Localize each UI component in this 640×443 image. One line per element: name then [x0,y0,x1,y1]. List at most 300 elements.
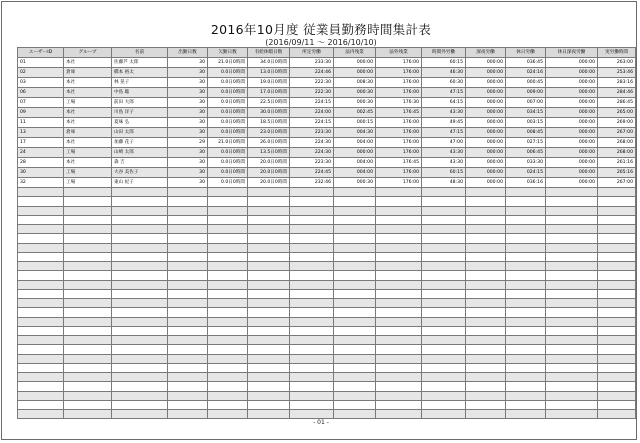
table-cell: 176:00 [376,88,422,98]
table-cell: 006:45 [506,148,546,158]
table-cell: 川島 洋子 [112,108,168,118]
column-header: 所定労働 [290,48,334,58]
empty-cell [168,289,208,298]
empty-cell [168,206,208,215]
empty-cell [506,354,546,363]
empty-cell [506,308,546,317]
table-cell: 176:00 [376,58,422,68]
empty-cell [64,391,112,400]
empty-cell [466,252,506,261]
empty-cell [422,363,466,372]
empty-cell [506,317,546,326]
empty-cell [112,317,168,326]
empty-cell [290,382,334,391]
empty-cell [546,197,598,206]
empty-cell [376,225,422,234]
empty-cell [168,262,208,271]
empty-cell [112,345,168,354]
empty-cell [64,197,112,206]
table-cell: 30 [168,158,208,168]
empty-cell [112,234,168,243]
table-cell: 000:00 [546,158,598,168]
table-cell: 004:00 [334,138,376,148]
empty-cell [422,382,466,391]
table-cell: 0.0日0時間 [208,98,248,108]
empty-row [18,243,636,252]
empty-cell [168,373,208,382]
empty-cell [376,188,422,197]
table-cell: 263:00 [598,58,636,68]
empty-cell [334,234,376,243]
table-row [18,58,636,68]
empty-cell [422,391,466,400]
empty-cell [208,345,248,354]
empty-cell [376,243,422,252]
table-cell: 47:00 [422,138,466,148]
empty-cell [168,197,208,206]
empty-cell [64,234,112,243]
table-cell: 176:00 [376,178,422,188]
table-cell: 43:30 [422,148,466,158]
table-cell: 036:16 [506,178,546,188]
empty-cell [18,400,64,409]
table-cell: 32 [18,178,64,188]
empty-cell [598,197,636,206]
empty-cell [18,252,64,261]
empty-cell [168,391,208,400]
empty-cell [64,400,112,409]
empty-cell [598,345,636,354]
empty-cell [466,354,506,363]
table-cell: 269:00 [598,118,636,128]
table-cell: 000:00 [466,128,506,138]
table-cell: 中島 聡 [112,88,168,98]
table-cell: 48:30 [422,178,466,188]
table-cell: 000:00 [466,78,506,88]
empty-cell [506,299,546,308]
table-cell: 倉庫 [64,68,112,78]
empty-cell [168,354,208,363]
empty-cell [208,354,248,363]
empty-cell [506,382,546,391]
empty-cell [546,308,598,317]
table-cell: 176:30 [376,98,422,108]
table-cell: 024:16 [506,68,546,78]
empty-cell [598,262,636,271]
empty-cell [18,299,64,308]
table-cell: 30 [168,128,208,138]
empty-cell [334,326,376,335]
empty-cell [546,354,598,363]
empty-cell [598,252,636,261]
empty-cell [422,252,466,261]
empty-cell [598,317,636,326]
table-cell: 224:45 [290,168,334,178]
empty-cell [598,326,636,335]
table-cell: 000:30 [334,88,376,98]
table-cell: 004:30 [334,128,376,138]
empty-cell [290,234,334,243]
empty-cell [248,197,290,206]
empty-cell [64,206,112,215]
table-cell: 23.0日0時間 [248,128,290,138]
empty-cell [208,271,248,280]
empty-cell [598,354,636,363]
empty-cell [290,188,334,197]
empty-cell [598,188,636,197]
header-row [18,48,636,58]
table-cell: 43:30 [422,158,466,168]
empty-cell [546,215,598,224]
empty-cell [18,271,64,280]
empty-cell [112,400,168,409]
empty-cell [376,308,422,317]
empty-cell [598,391,636,400]
empty-cell [290,410,334,419]
table-cell: 21.0日0時間 [208,138,248,148]
empty-cell [506,373,546,382]
empty-cell [376,373,422,382]
empty-cell [248,326,290,335]
empty-cell [64,243,112,252]
empty-cell [248,400,290,409]
empty-cell [112,373,168,382]
table-cell: 0.0日0時間 [208,78,248,88]
column-header: 実労働時間 [598,48,636,58]
empty-cell [208,252,248,261]
empty-cell [466,391,506,400]
table-cell: 000:45 [506,78,546,88]
table-cell: 000:00 [466,58,506,68]
table-cell: 283:16 [598,78,636,88]
empty-cell [290,400,334,409]
empty-cell [18,215,64,224]
table-cell: 0.0日0時間 [208,118,248,128]
empty-cell [168,308,208,317]
table-cell: 本社 [64,158,112,168]
empty-cell [376,197,422,206]
empty-cell [18,391,64,400]
table-cell: 東山 紀子 [112,178,168,188]
empty-cell [112,252,168,261]
table-cell: 000:00 [466,138,506,148]
table-cell: 30 [168,78,208,88]
table-cell: 224:15 [290,118,334,128]
empty-cell [248,188,290,197]
empty-cell [290,363,334,372]
empty-cell [112,188,168,197]
empty-cell [466,373,506,382]
empty-cell [208,363,248,372]
empty-cell [18,188,64,197]
empty-row [18,280,636,289]
empty-cell [598,410,636,419]
empty-cell [334,317,376,326]
empty-cell [334,299,376,308]
empty-cell [112,336,168,345]
empty-cell [334,280,376,289]
empty-cell [208,299,248,308]
column-header: 法内残業 [334,48,376,58]
empty-cell [112,391,168,400]
empty-cell [506,289,546,298]
empty-cell [422,262,466,271]
table-cell: 43:30 [422,108,466,118]
table-cell: 224:46 [290,68,334,78]
column-header: 有給休暇日数 [248,48,290,58]
table-cell: 222:30 [290,78,334,88]
empty-cell [168,271,208,280]
table-row [18,178,636,188]
empty-cell [334,410,376,419]
empty-cell [334,252,376,261]
table-cell: 000:30 [334,98,376,108]
table-cell: 19.0日0時間 [248,78,290,88]
empty-cell [546,262,598,271]
empty-cell [168,410,208,419]
empty-cell [422,345,466,354]
empty-cell [64,382,112,391]
table-cell: 30 [18,168,64,178]
table-cell: 46:30 [422,68,466,78]
empty-cell [208,373,248,382]
table-cell: 000:00 [546,68,598,78]
empty-cell [598,225,636,234]
empty-cell [506,363,546,372]
empty-cell [18,354,64,363]
empty-cell [112,289,168,298]
empty-cell [506,215,546,224]
empty-cell [112,225,168,234]
empty-cell [248,317,290,326]
table-cell: 本社 [64,118,112,128]
empty-cell [598,271,636,280]
table-cell: 176:00 [376,138,422,148]
empty-cell [168,225,208,234]
table-cell: 008:45 [506,128,546,138]
empty-cell [112,354,168,363]
empty-cell [248,382,290,391]
table-cell: 268:00 [598,148,636,158]
empty-cell [598,243,636,252]
empty-cell [546,317,598,326]
empty-cell [546,252,598,261]
table-cell: 本社 [64,88,112,98]
table-cell: 加藤 花子 [112,138,168,148]
empty-cell [422,188,466,197]
table-cell: 223:30 [290,128,334,138]
table-cell: 000:00 [546,178,598,188]
table-cell: 30 [168,108,208,118]
empty-cell [376,345,422,354]
table-row [18,88,636,98]
empty-cell [466,280,506,289]
empty-cell [18,373,64,382]
empty-cell [466,345,506,354]
empty-cell [290,271,334,280]
table-cell: 30 [168,178,208,188]
empty-cell [18,197,64,206]
empty-cell [376,262,422,271]
table-cell: 000:00 [466,168,506,178]
empty-cell [208,243,248,252]
table-row [18,68,636,78]
table-cell: 004:00 [334,168,376,178]
empty-cell [168,382,208,391]
empty-cell [64,262,112,271]
column-header: 休日労働 [506,48,546,58]
table-cell: 286:45 [598,98,636,108]
empty-cell [546,363,598,372]
empty-cell [334,382,376,391]
table-cell: 261:16 [598,158,636,168]
empty-cell [208,289,248,298]
empty-cell [376,206,422,215]
empty-cell [466,262,506,271]
empty-cell [208,225,248,234]
empty-cell [598,299,636,308]
empty-cell [546,271,598,280]
empty-cell [376,280,422,289]
empty-row [18,299,636,308]
table-cell: 222:30 [290,88,334,98]
empty-cell [18,289,64,298]
empty-cell [422,299,466,308]
empty-cell [376,326,422,335]
empty-cell [64,373,112,382]
empty-cell [248,271,290,280]
empty-cell [112,271,168,280]
empty-cell [376,299,422,308]
empty-cell [334,262,376,271]
empty-row [18,225,636,234]
empty-cell [334,363,376,372]
empty-cell [208,410,248,419]
table-cell: 02 [18,68,64,78]
empty-cell [506,243,546,252]
empty-cell [506,410,546,419]
table-cell: 07 [18,98,64,108]
empty-cell [422,400,466,409]
attendance-table [17,47,636,419]
empty-cell [466,410,506,419]
empty-row [18,289,636,298]
empty-cell [334,271,376,280]
empty-cell [598,336,636,345]
empty-cell [546,326,598,335]
table-cell: 29 [168,138,208,148]
empty-cell [290,354,334,363]
empty-cell [208,391,248,400]
table-cell: 000:00 [466,88,506,98]
table-cell: 22.5日0時間 [248,98,290,108]
empty-cell [208,326,248,335]
table-row [18,118,636,128]
empty-cell [546,345,598,354]
table-cell: 176:00 [376,128,422,138]
table-row [18,138,636,148]
empty-cell [290,391,334,400]
table-cell: 000:00 [546,98,598,108]
empty-cell [422,289,466,298]
empty-cell [18,345,64,354]
empty-cell [248,391,290,400]
table-cell: 佐藤芦 太郎 [112,58,168,68]
empty-cell [112,299,168,308]
empty-cell [422,215,466,224]
column-header: 欠勤日数 [208,48,248,58]
empty-row [18,336,636,345]
table-cell: 林 晃子 [112,78,168,88]
empty-cell [334,336,376,345]
empty-cell [168,188,208,197]
empty-cell [376,382,422,391]
table-cell: 0.0日0時間 [208,128,248,138]
empty-cell [248,206,290,215]
column-header: グループ [64,48,112,58]
empty-cell [248,234,290,243]
empty-cell [208,336,248,345]
table-cell: 03 [18,78,64,88]
table-cell: 027:15 [506,138,546,148]
empty-cell [208,308,248,317]
empty-cell [334,308,376,317]
empty-cell [598,206,636,215]
empty-cell [422,225,466,234]
empty-cell [290,252,334,261]
table-cell: 夏味 弘 [112,118,168,128]
empty-cell [376,215,422,224]
empty-cell [506,391,546,400]
empty-cell [208,197,248,206]
empty-cell [546,206,598,215]
empty-cell [248,354,290,363]
table-cell: 000:00 [546,78,598,88]
empty-cell [248,308,290,317]
table-cell: 004:00 [334,158,376,168]
table-cell: 007:00 [506,98,546,108]
empty-row [18,373,636,382]
empty-row [18,354,636,363]
empty-cell [18,206,64,215]
table-row [18,98,636,108]
table-cell: 09 [18,108,64,118]
empty-cell [334,354,376,363]
table-cell: 000:00 [546,168,598,178]
table-cell: 033:30 [506,158,546,168]
empty-cell [546,188,598,197]
empty-cell [64,336,112,345]
empty-cell [506,234,546,243]
empty-row [18,215,636,224]
empty-row [18,317,636,326]
table-cell: 24 [18,148,64,158]
empty-cell [506,336,546,345]
empty-cell [422,206,466,215]
table-cell: 17.0日0時間 [248,88,290,98]
table-cell: 01 [18,58,64,68]
empty-cell [466,363,506,372]
table-cell: 003:15 [506,118,546,128]
empty-cell [466,215,506,224]
empty-cell [334,289,376,298]
table-cell: 0.0日0時間 [208,68,248,78]
empty-row [18,262,636,271]
empty-cell [334,225,376,234]
empty-cell [546,225,598,234]
table-cell: 森 吉 [112,158,168,168]
table-cell: 009:00 [506,88,546,98]
